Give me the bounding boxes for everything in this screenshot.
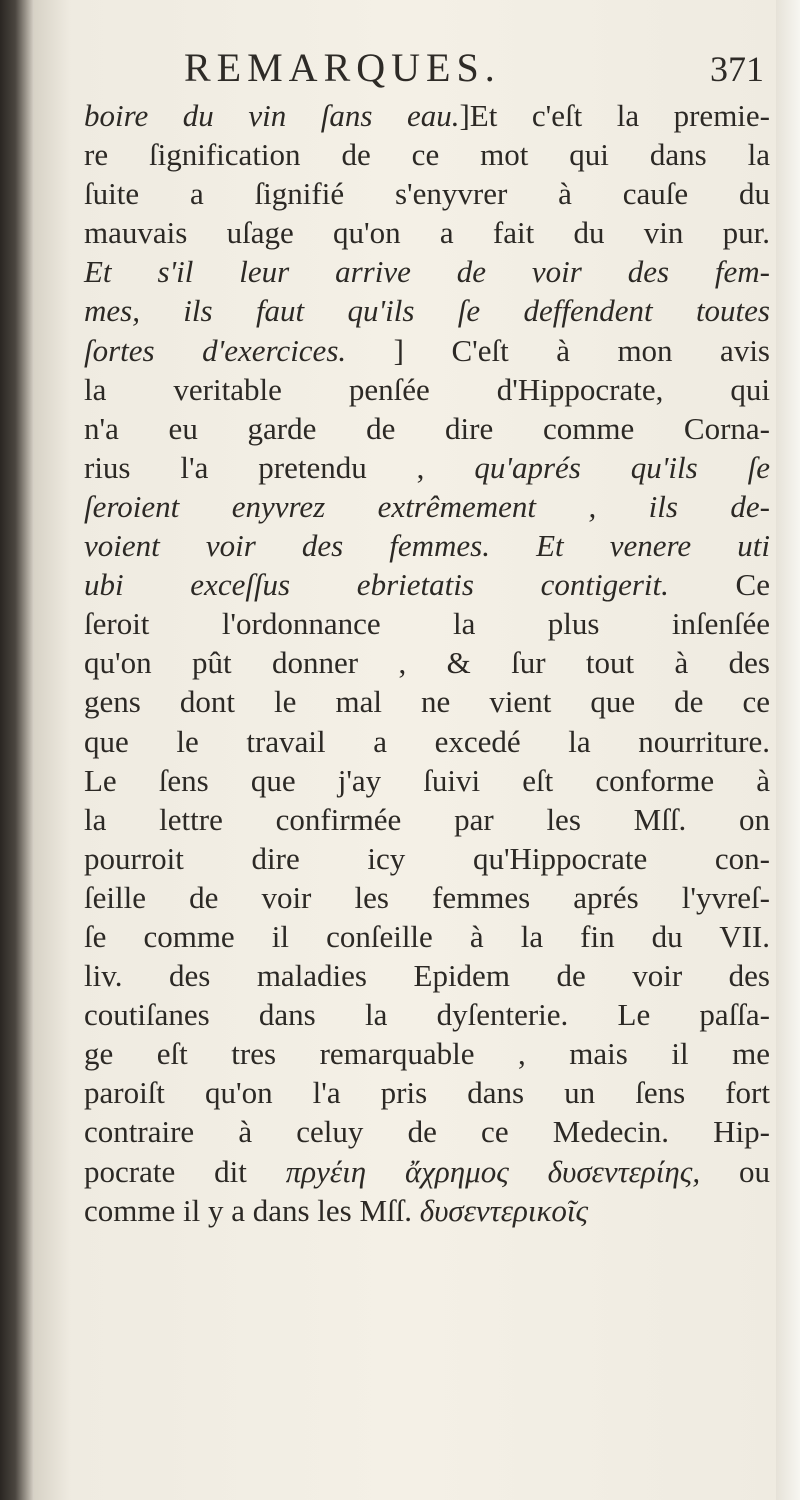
text-line [84, 409, 770, 448]
page-header [84, 38, 764, 98]
roman-text: coutiſanes dans la dyſenterie. Le paſſa- [84, 997, 770, 1033]
body-text [84, 96, 770, 1230]
italic-text: voient voir des femmes. Et venere uti [84, 528, 770, 564]
text-line [84, 96, 770, 135]
roman-text: paroiſt qu'on l'a pris dans un ſens fort [84, 1075, 770, 1111]
text-line [84, 252, 770, 291]
text-line [84, 174, 770, 213]
roman-text: ſe comme il conſeille à la fin du VII. [84, 918, 770, 954]
roman-text: gens dont le mal ne vient que de ce [84, 684, 770, 720]
roman-text: ge eſt tres remarquable , mais il me [84, 1036, 770, 1072]
roman-text: la lettre confirmée par les Mſſ. on [84, 801, 770, 837]
roman-text: ſuite a ſignifié s'enyvrer à cauſe du [84, 176, 770, 212]
roman-text: ou [700, 1153, 770, 1189]
roman-text: mauvais uſage qu'on a fait du vin pur. [84, 215, 770, 251]
page-edge [776, 0, 800, 1500]
text-line [84, 604, 770, 643]
roman-text: pourroit dire icy qu'Hippocrate con- [84, 840, 770, 876]
italic-text: ubi exceſſus ebrietatis contigerit. [84, 567, 669, 603]
book-binding-shadow [0, 0, 34, 1500]
text-line [84, 487, 770, 526]
text-line [84, 526, 770, 565]
roman-text: la veritable penſée d'Hippocrate, qui [84, 371, 770, 407]
text-line [84, 213, 770, 252]
roman-text: rius l'a pretendu , [84, 449, 475, 485]
text-line [84, 682, 770, 721]
text-line [84, 1112, 770, 1151]
text-line [84, 370, 770, 409]
roman-text: contraire à celuy de ce Medecin. Hip- [84, 1114, 770, 1150]
text-line [84, 839, 770, 878]
page-number: 371 [710, 49, 764, 89]
text-line [84, 995, 770, 1034]
italic-text: ſeroient enyvrez extrêmement , ils de- [84, 488, 770, 524]
italic-text: δυσεντερικοῖς [419, 1192, 589, 1228]
text-line [84, 565, 770, 604]
italic-text: qu'aprés qu'ils ſe [474, 449, 770, 485]
roman-text: ſeroit l'ordonnance la plus inſenſée [84, 606, 770, 642]
roman-text: re ſignification de ce mot qui dans la [84, 137, 770, 173]
italic-text: πρyέιη ἄχρημος δυσεντερίης, [285, 1153, 701, 1189]
italic-text: boire du vin ſans eau. [84, 98, 460, 133]
running-title: REMARQUES. [184, 45, 501, 90]
text-line [84, 761, 770, 800]
text-line [84, 1073, 770, 1112]
roman-text: n'a eu garde de dire comme Corna- [84, 410, 770, 446]
italic-text: ſortes d'exercices. [84, 332, 347, 368]
roman-text: liv. des maladies Epidem de voir des [84, 958, 770, 994]
text-line [84, 291, 770, 330]
text-line [84, 722, 770, 761]
text-line [84, 800, 770, 839]
text-line [84, 331, 770, 370]
text-line [84, 1034, 770, 1073]
roman-text: ] C'eſt à mon avis [346, 332, 770, 368]
text-line [84, 1152, 770, 1191]
italic-text: mes, ils faut qu'ils ſe deffendent toutes [84, 293, 770, 329]
text-line [84, 643, 770, 682]
text-line [84, 956, 770, 995]
roman-text: que le travail a excedé la nourriture. [84, 723, 770, 759]
roman-text: pocrate dit [84, 1153, 286, 1189]
roman-text: Ce [668, 567, 770, 603]
text-line [84, 135, 770, 174]
roman-text: ſeille de voir les femmes aprés l'yvreſ- [84, 879, 770, 915]
text-line [84, 1191, 770, 1230]
roman-text: ]Et c'eſt la premie- [459, 98, 770, 133]
italic-text: Et s'il leur arrive de voir des fem- [84, 254, 770, 290]
text-line [84, 878, 770, 917]
roman-text: Le ſens que j'ay ſuivi eſt conforme à [84, 762, 770, 798]
text-line [84, 448, 770, 487]
roman-text: comme il y a dans les Mſſ. [84, 1192, 420, 1228]
roman-text: qu'on pût donner , & ſur tout à des [84, 645, 770, 681]
text-line [84, 917, 770, 956]
